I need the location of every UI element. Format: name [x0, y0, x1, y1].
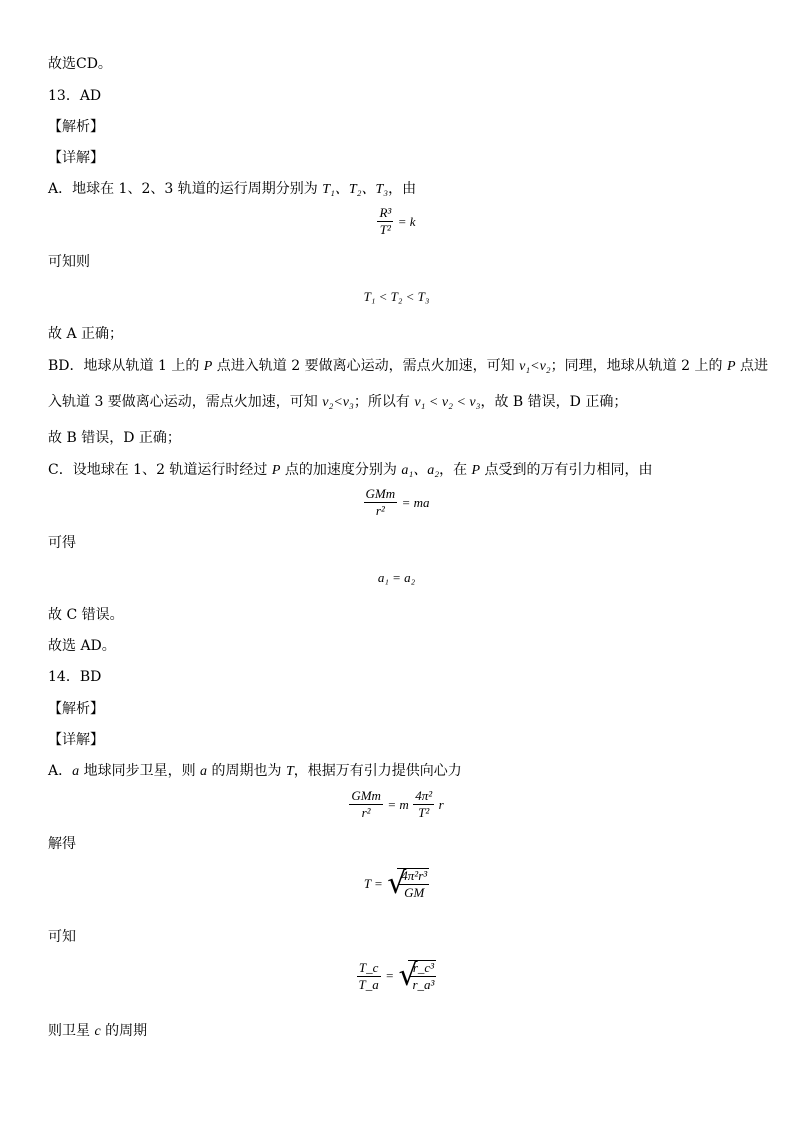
text-line: 可得 — [48, 535, 76, 551]
question-number: 13．AD — [48, 88, 102, 104]
section-heading: 【详解】 — [48, 150, 104, 166]
text-line: 解得 — [48, 836, 76, 852]
text-line: 故 C 错误。 — [48, 607, 124, 623]
sqrt-symbol: √ $\frac{\text{4π²r³}}{GM}$ — [387, 866, 428, 901]
text-line: 可知 — [48, 929, 76, 945]
text-line: 故选 AD。 — [48, 638, 116, 654]
text-line: 故 A 正确； — [48, 326, 124, 342]
text-line: A．a 地球同步卫星，则 a 的周期也为 T，根据万有引力提供向心力 — [48, 763, 462, 779]
equation-periods: T₁ < T₂ < T₃ — [363, 289, 430, 304]
equation-accel-equal: a₁ = a₂ — [377, 570, 416, 585]
text-line: 故 B 错误，D 正确； — [48, 430, 181, 446]
equation-centripetal: $\frac{\text{GMm}}{\text{r²}}$ = m $\frac{\text{4π²}}{\text{T²}}$ r — [351, 788, 444, 820]
sqrt-symbol: √ $\frac{\text{r\_c³}}{\text{r\_a³}}$ — [398, 958, 435, 993]
text-line: 则卫星 c 的周期 — [48, 1023, 148, 1039]
text-line: BD．地球从轨道 1 上的 P 点进入轨道 2 要做离心运动，需点火加速，可知 v₁<v₂；同理，地球从轨道 2 上的 P 点进 — [48, 358, 768, 374]
period-vars: T₁、T₂、T₃ — [322, 182, 389, 197]
section-heading: 【解析】 — [48, 119, 104, 135]
equation-period: T = √ $\frac{\text{4π²r³}}{GM}$ — [363, 866, 428, 901]
equation-gravity-accel: $\frac{\text{GMm}}{\text{r²}}$ = ma — [365, 486, 430, 518]
text-line: 故选CD。 — [48, 56, 112, 72]
section-heading: 【解析】 — [48, 701, 104, 717]
text-line: 可知则 — [48, 254, 90, 270]
text-line: C．设地球在 1、2 轨道运行时经过 P 点的加速度分别为 a₁、a₂，在 P 点受到的万有引力相同，由 — [48, 462, 653, 478]
section-heading: 【详解】 — [48, 732, 104, 748]
equation-kepler: $\frac{\text{R³}}{\text{T²}}$ = k — [379, 205, 416, 237]
question-number: 14．BD — [48, 669, 102, 685]
text-line: A．地球在 1、2、3 轨道的运行周期分别为 T₁、T₂、T₃，由 — [48, 181, 417, 197]
text-line: 入轨道 3 要做离心运动，需点火加速，可知 v₂<v₃；所以有 v₁ < v₂ < v₃，故 B 错误，D 正确； — [48, 394, 628, 410]
equation-period-ratio: $\frac{T\_c}{T\_a}$ = √ $\frac{\text{r\_c³}}{\text{r\_a³}}$ — [358, 958, 435, 993]
